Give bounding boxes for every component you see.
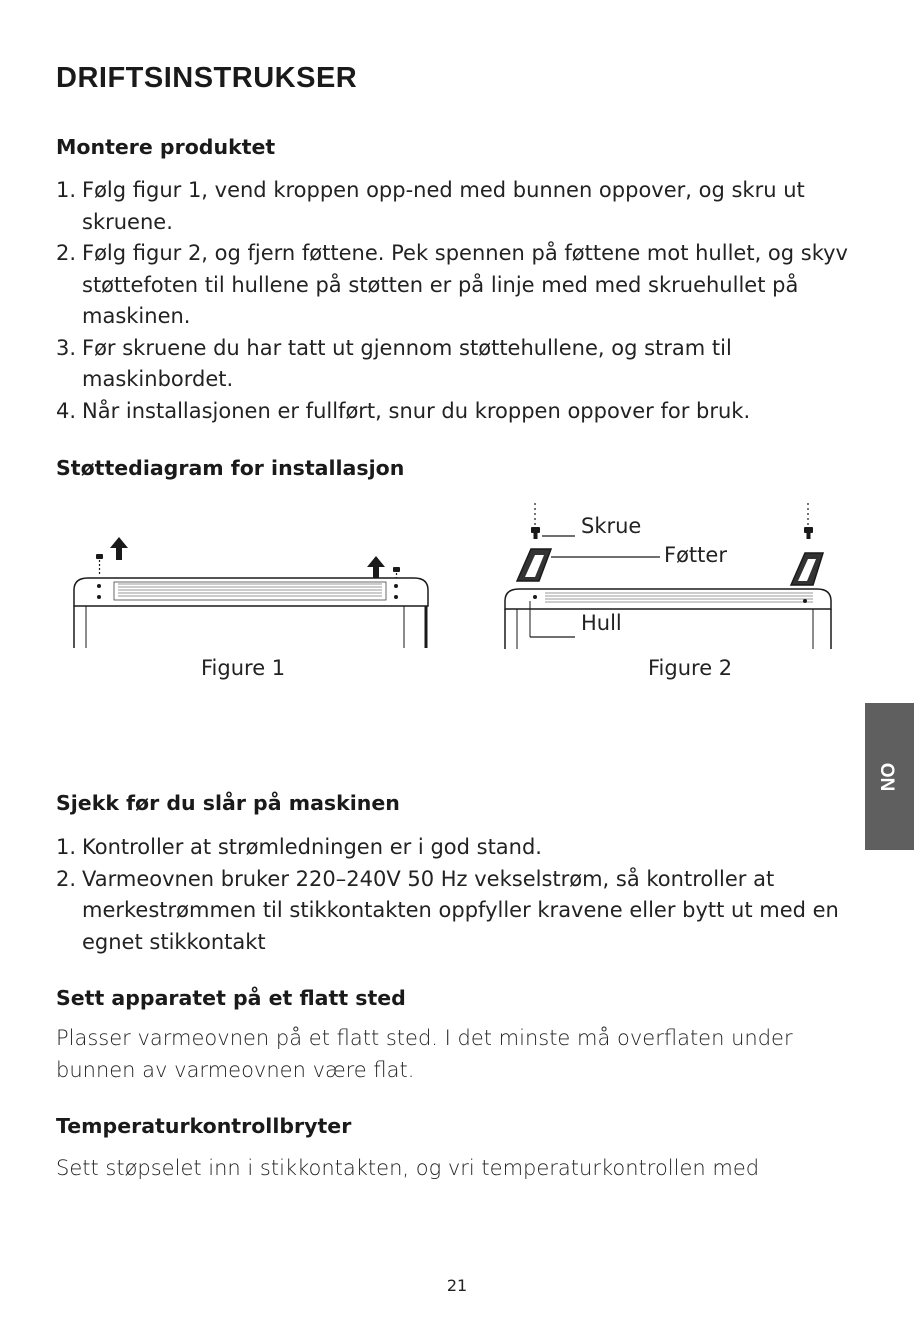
label-screw: Skrue xyxy=(581,514,642,538)
page-title: DRIFTSINSTRUKSER xyxy=(56,62,358,94)
temp-heading: Temperaturkontrollbryter xyxy=(56,1114,352,1138)
support-foot-icon xyxy=(791,553,823,585)
list-item: 1. Kontroller at strømledningen er i god stand. xyxy=(56,835,542,859)
check-steps xyxy=(56,832,856,958)
check-heading: Sjekk før du slår på maskinen xyxy=(56,791,400,815)
mount-heading: Montere produktet xyxy=(56,135,276,159)
list-item: 2. Varmeovnen bruker 220–240V 50 Hz vekselstrøm, så kontroller at merkestrømmen til stikkontakten oppfyller kravene eller bytt ut med en egnet stikkontakt xyxy=(56,866,839,954)
list-item: 3. Før skruene du har tatt ut gjennom støttehullene, og stram til maskinbordet. xyxy=(56,335,732,391)
list-item: 2. Følg figur 2, og fjern føttene. Pek spennen på føttene mot hullet, og skyv støttefoten til hullene på støtten er på linje med med skruehullet på maskinen. xyxy=(56,241,848,328)
label-feet: Føtter xyxy=(664,543,727,567)
temp-text: Sett støpselet inn i stikkontakten, og vri temperaturkontrollen med xyxy=(56,1156,760,1180)
screw-icon xyxy=(804,527,813,539)
arrow-up-icon xyxy=(110,537,128,560)
diagram-heading: Støttediagram for installasjon xyxy=(56,456,405,480)
figure-2-illustration xyxy=(495,497,840,655)
label-hole: Hull xyxy=(581,611,622,635)
arrow-up-icon xyxy=(367,556,385,578)
flat-text: Plasser varmeovnen på et flatt sted. I det minste må overflaten under bunnen av varmeovnen være flat. xyxy=(56,1026,793,1082)
screw-icon xyxy=(531,527,540,539)
language-tab xyxy=(865,703,914,850)
screw-icon xyxy=(96,554,103,576)
mount-steps xyxy=(56,175,856,427)
list-item: 1. Følg figur 1, vend kroppen opp-ned med bunnen oppover, og skru ut skruene. xyxy=(56,178,805,234)
list-item: 4. Når installasjonen er fullført, snur du kroppen oppover for bruk. xyxy=(56,398,751,423)
support-foot-icon xyxy=(517,549,551,581)
language-tab-label: NO xyxy=(878,762,900,791)
flat-heading: Sett apparatet på et flatt sted xyxy=(56,986,406,1010)
figure-1-caption: Figure 1 xyxy=(201,656,286,680)
figure-2-caption: Figure 2 xyxy=(648,656,733,680)
page-number: 21 xyxy=(446,1276,468,1295)
figure-1-illustration xyxy=(62,530,437,655)
